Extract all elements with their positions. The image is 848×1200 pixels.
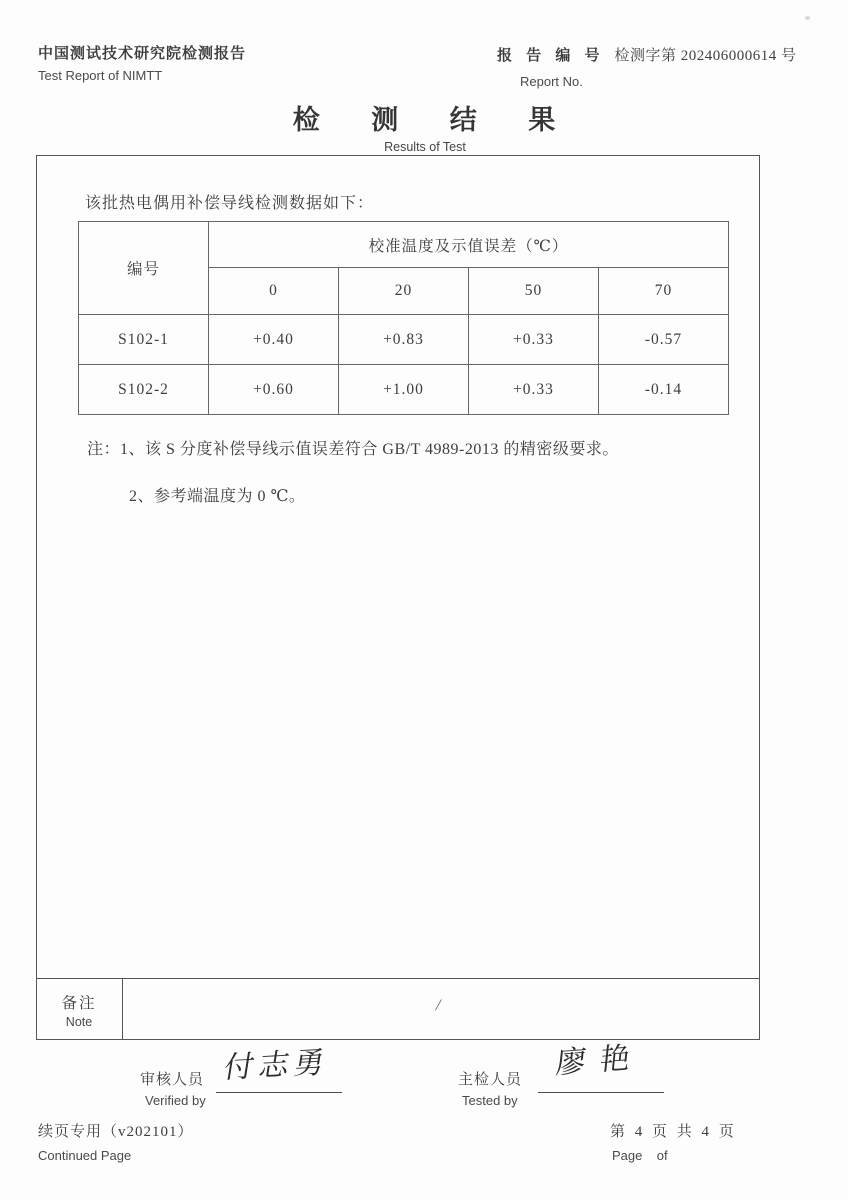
report-no-label: 报 告 编 号 bbox=[497, 47, 605, 64]
results-table bbox=[78, 221, 729, 415]
footer-left-cn: 续页专用（v202101） bbox=[38, 1124, 194, 1140]
error-value: +0.33 bbox=[469, 365, 599, 415]
table-header-span: 校准温度及示值误差（℃） bbox=[209, 222, 729, 268]
temp-col-header: 0 bbox=[209, 268, 339, 315]
report-no-label-en: Report No. bbox=[520, 74, 583, 89]
remark-label-en: Note bbox=[65, 1014, 93, 1029]
page-title-en: Results of Test bbox=[384, 140, 466, 154]
footer-page-number-cn: 第 4 页 共 4 页 bbox=[610, 1124, 737, 1140]
verified-signature: 付志勇 bbox=[221, 1045, 332, 1086]
remark-label-cell bbox=[36, 979, 123, 1040]
error-value: +0.33 bbox=[469, 315, 599, 365]
page-title-cn: 检 测 结 果 bbox=[292, 105, 578, 135]
footer-page-number-en: Page of bbox=[612, 1148, 668, 1163]
error-value: +0.60 bbox=[209, 365, 339, 415]
error-value: -0.14 bbox=[599, 365, 729, 415]
temp-col-header: 70 bbox=[599, 268, 729, 315]
tested-by-label-en: Tested by bbox=[462, 1093, 518, 1108]
report-no-row bbox=[497, 44, 797, 65]
remark-row bbox=[36, 978, 760, 1040]
error-value: -0.57 bbox=[599, 315, 729, 365]
table-row bbox=[79, 365, 729, 415]
note-line-1: 注：1、该 S 分度补偿导线示值误差符合 GB/T 4989-2013 的精密级要求。 bbox=[87, 441, 619, 458]
footer-left-en: Continued Page bbox=[38, 1148, 132, 1163]
verified-by-label-cn: 审核人员 bbox=[140, 1071, 205, 1088]
tested-by-label-cn: 主检人员 bbox=[458, 1071, 523, 1088]
sample-id: S102-1 bbox=[79, 315, 209, 365]
scan-artifact bbox=[805, 16, 810, 20]
table-header-row bbox=[79, 222, 729, 268]
temp-col-header: 20 bbox=[339, 268, 469, 315]
error-value: +0.40 bbox=[209, 315, 339, 365]
temp-col-header: 50 bbox=[469, 268, 599, 315]
verified-by-label-en: Verified by bbox=[145, 1093, 206, 1108]
remark-label-cn: 备注 bbox=[61, 994, 97, 1012]
intro-text: 该批热电偶用补偿导线检测数据如下： bbox=[85, 195, 375, 212]
table-row bbox=[79, 315, 729, 365]
error-value: +0.83 bbox=[339, 315, 469, 365]
org-title-cn: 中国测试技术研究院检测报告 bbox=[38, 45, 247, 62]
note-line-2: 2、参考端温度为 0 ℃。 bbox=[129, 488, 306, 505]
sample-id: S102-2 bbox=[79, 365, 209, 415]
tested-signature: 廖艳 bbox=[554, 1039, 646, 1082]
error-value: +1.00 bbox=[339, 365, 469, 415]
org-title-en: Test Report of NIMTT bbox=[38, 68, 163, 83]
remark-value: / bbox=[434, 997, 443, 1014]
report-no-value: 检测字第 202406000614 号 bbox=[614, 48, 797, 64]
table-header-id: 编号 bbox=[79, 222, 209, 315]
